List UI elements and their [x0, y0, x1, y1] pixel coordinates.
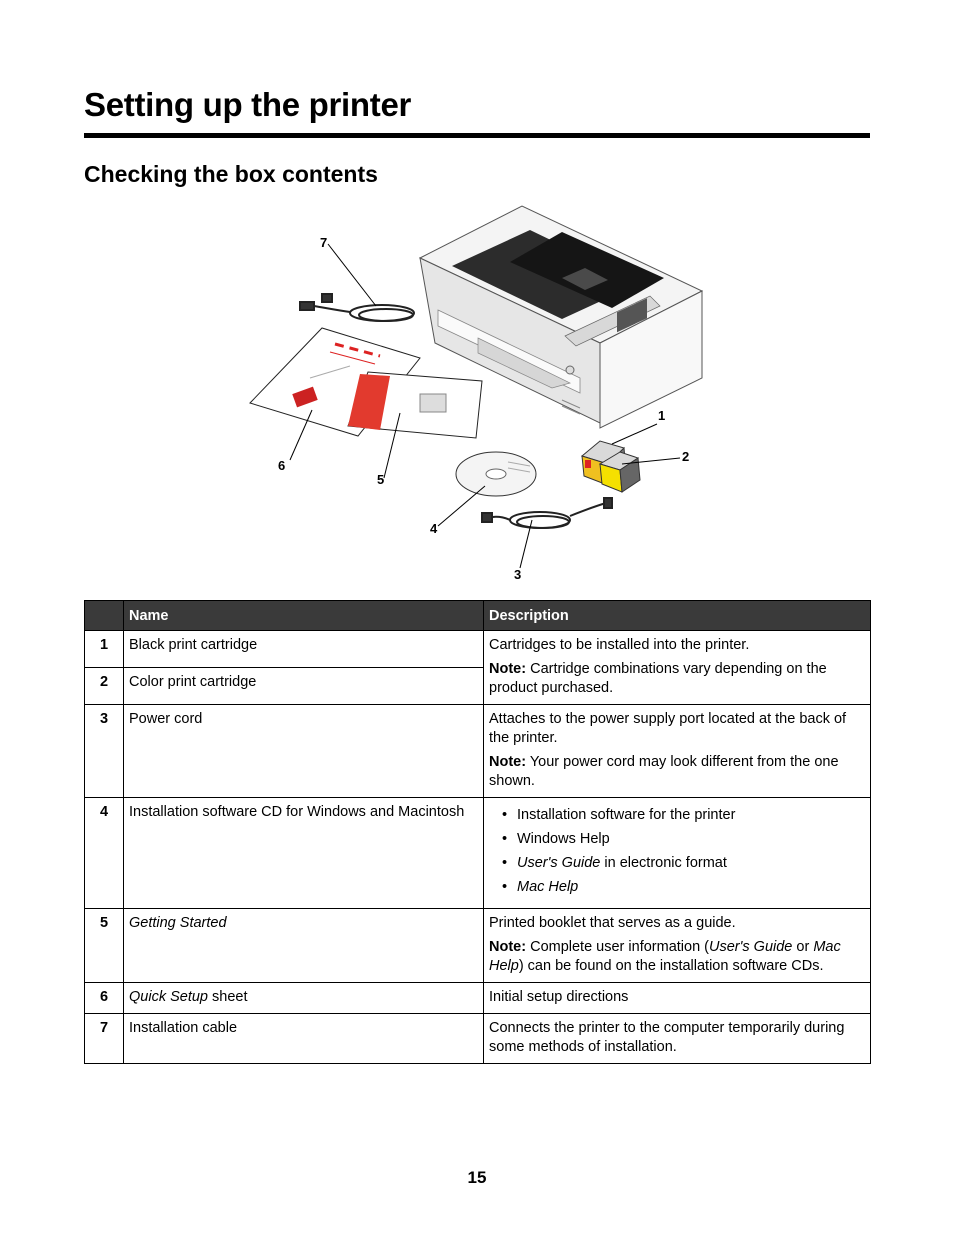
row-name: Black print cartridge [124, 631, 484, 668]
row-number: 6 [85, 983, 124, 1014]
description-note [489, 660, 865, 698]
row-name: Color print cartridge [124, 668, 484, 705]
callout-2: 2 [682, 449, 690, 464]
row-number: 4 [85, 798, 124, 909]
description-note [489, 938, 865, 976]
row-description [484, 631, 871, 705]
row-description [484, 705, 871, 798]
header-number [85, 601, 124, 631]
row-description [484, 798, 871, 909]
list-item: • Installation software for the printer [489, 806, 865, 825]
page-number: 15 [467, 1168, 487, 1187]
row-name-italic: Quick Setup [129, 989, 208, 1005]
list-item [489, 878, 865, 897]
box-contents-illustration [240, 198, 720, 588]
note-label: Note: [489, 661, 527, 677]
note-text: Cartridge combinations vary depending on the product purchased. [489, 661, 827, 696]
row-description [484, 983, 871, 1014]
table-row [85, 798, 871, 909]
installation-cable-illustration [300, 294, 414, 321]
row-number: 2 [85, 668, 124, 705]
row-name: Installation cable [124, 1014, 484, 1064]
row-name-italic: Getting Started [129, 915, 227, 931]
note-italic: Mac Help [489, 939, 841, 974]
list-item-italic: Mac Help [517, 879, 579, 895]
callout-4: 4 [430, 521, 438, 536]
header-description: Description [484, 601, 871, 631]
header-name: Name [124, 601, 484, 631]
box-contents-table [84, 600, 871, 1064]
callout-6: 6 [278, 458, 286, 473]
table-row [85, 983, 871, 1014]
power-cord-illustration [482, 498, 612, 528]
row-description [484, 1014, 871, 1064]
row-number: 5 [85, 909, 124, 983]
row-name-suffix: sheet [208, 989, 248, 1005]
cd-contents-list [489, 806, 865, 897]
note-text: ) can be found on the installation software CDs. [518, 958, 824, 974]
row-name [124, 909, 484, 983]
cartridges-illustration [582, 441, 640, 492]
row-number: 1 [85, 631, 124, 668]
cd-illustration [456, 452, 536, 496]
description-text: Cartridges to be installed into the printer. [489, 637, 750, 653]
table-header-row [85, 601, 871, 631]
description-text: Printed booklet that serves as a guide. [489, 915, 736, 931]
note-text: or [792, 939, 814, 955]
description-text: Connects the printer to the computer temporarily during some methods of installation. [489, 1020, 845, 1055]
list-item-italic: User's Guide [517, 855, 601, 871]
row-name: Installation software CD for Windows and Macintosh [124, 798, 484, 909]
row-number: 7 [85, 1014, 124, 1064]
table-row [85, 909, 871, 983]
getting-started-booklet-illustration [348, 372, 482, 438]
list-item [489, 854, 865, 873]
description-text: Initial setup directions [489, 989, 629, 1005]
row-name: Power cord [124, 705, 484, 798]
table-row [85, 631, 871, 668]
note-text: Your power cord may look different from the one shown. [489, 754, 839, 789]
callout-1: 1 [658, 408, 666, 423]
page-title: Setting up the printer [84, 86, 412, 123]
list-item: • Windows Help [489, 830, 865, 849]
row-number: 3 [85, 705, 124, 798]
callout-5: 5 [377, 472, 385, 487]
note-label: Note: [489, 754, 527, 770]
description-note [489, 753, 865, 791]
callout-3: 3 [514, 567, 522, 582]
callout-7: 7 [320, 235, 328, 250]
note-italic: User's Guide [709, 939, 793, 955]
list-item-suffix: in electronic format [600, 855, 727, 871]
row-description [484, 909, 871, 983]
note-text: Complete user information ( [526, 939, 709, 955]
note-label: Note: [489, 939, 527, 955]
table-row [85, 1014, 871, 1064]
row-name [124, 983, 484, 1014]
title-rule [84, 133, 870, 138]
description-text: Attaches to the power supply port located at the back of the printer. [489, 711, 847, 746]
section-title: Checking the box contents [84, 161, 378, 187]
table-row [85, 705, 871, 798]
